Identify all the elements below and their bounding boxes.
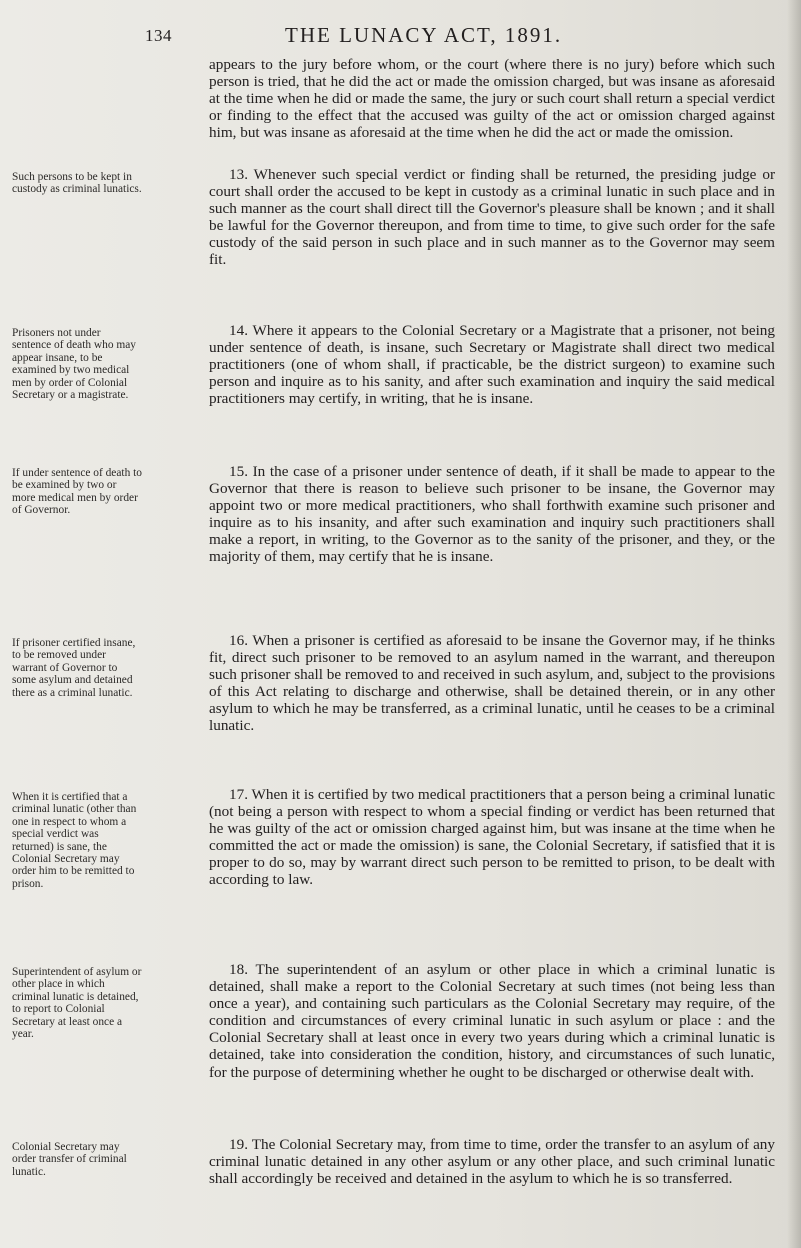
margin-note-16: If prisoner certified insane, to be removed under warrant of Governor to some asylum and detained there as a criminal lunatic. — [12, 637, 136, 699]
margin-note-19: Colonial Secretary may order transfer of criminal lunatic. — [12, 1141, 127, 1178]
page-header — [0, 20, 801, 50]
body-paragraph-17: 17. When it is certified by two medical practitioners that a person being a criminal lunatic (not being a person with respect to whom a special finding or verdict has been returned that he was guilty of the act or omission charged against him, but was insane at the time when he committed the act or made the omission) is sane, the Colonial Secretary, if satisfied that it is proper to do so, may by warrant direct such person to be remitted to prison, to be dealt with according to law. — [209, 786, 775, 889]
margin-note-14: Prisoners not under sentence of death who may appear insane, to be examined by two medical men by order of Colonial Secretary or a magistrate. — [12, 327, 136, 402]
margin-note-15: If under sentence of death to be examined by two or more medical men by order of Governor. — [12, 467, 142, 517]
body-paragraph-14: 14. Where it appears to the Colonial Secretary or a Magistrate that a prisoner, not being under sentence of death, is insane, such Secretary or Magistrate shall direct two medical practitioners (one of whom shall, if practicable, be the district surgeon) to examine such person and inquire as to his sanity, and after such examination and inquiry the said medical practitioners may certify, in writing, that he is insane. — [209, 322, 775, 408]
running-head: THE LUNACY ACT, 1891. — [285, 23, 563, 47]
page-edge-shadow — [787, 0, 801, 1248]
body-paragraph-15: 15. In the case of a prisoner under sentence of death, if it shall be made to appear to the Governor that there is reason to believe such prisoner to be insane, the Governor may appoint two or more medical practitioners, who shall forthwith examine such prisoner and inquire as to his insanity, and after such examination and inquiry such practitioners shall make a report, in writing, to the Governor as to the sanity of the prisoner, and they, or the majority of them, may certify that he is insane. — [209, 463, 775, 566]
body-paragraph-16: 16. When a prisoner is certified as aforesaid to be insane the Governor may, if he thinks fit, direct such prisoner to be removed to an asylum named in the warrant, and thereupon such prisoner shall be removed to and received in such asylum, and, subject to the provisions of this Act relating to discharge and otherwise, shall be detained therein, or in any other asylum to which he may be transferred, as a criminal lunatic, until he ceases to be a criminal lunatic. — [209, 632, 775, 735]
margin-note-13: Such persons to be kept in custody as criminal lunatics. — [12, 171, 142, 196]
body-paragraph-18: 18. The superintendent of an asylum or other place in which a criminal lunatic is detained, shall make a report to the Colonial Secretary at such times (not being less than once a year), and containing such particulars as the Colonial Secretary may require, of the condition and circumstances of every criminal lunatic in such asylum or place : and the Colonial Secretary shall at least once in every two years during which a criminal lunatic is detained, take into consideration the condition, history, and circumstances of such lunatic, for the purpose of determining whether he ought to be discharged or otherwise dealt with. — [209, 961, 775, 1081]
margin-note-18: Superintendent of asylum or other place in which criminal lunatic is detained, to report to Colonial Secretary at least once a year. — [12, 966, 142, 1041]
margin-note-17: When it is certified that a criminal lunatic (other than one in respect to whom a special verdict was returned) is sane, the Colonial Secretary may order him to be remitted to prison. — [12, 791, 137, 890]
body-paragraph-13: 13. Whenever such special verdict or finding shall be returned, the presiding judge or court shall order the accused to be kept in custody as a criminal lunatic in such place and in such manner as the court shall direct till the Governor's pleasure shall be known ; and it shall be lawful for the Governor thereupon, and from time to time, to give such order for the safe custody of the said person in such place and in such manner as to the Governor may seem fit. — [209, 166, 775, 269]
body-paragraph-12-continued: appears to the jury before whom, or the court (where there is no jury) before which such person is tried, that he did the act or made the omission charged, but was insane as aforesaid at the time when he did or made the same, the jury or such court shall return a special verdict or finding to the effect that the accused was guilty of the act or omission charged against him, but was insane as aforesaid at the time when he did the act or made the omission. — [209, 56, 775, 142]
page-number: 134 — [145, 26, 172, 45]
body-paragraph-19: 19. The Colonial Secretary may, from time to time, order the transfer to an asylum of any criminal lunatic detained in any other asylum or any other place, and such criminal lunatic shall accordingly be received and detained in the asylum to which he is so transferred. — [209, 1136, 775, 1188]
